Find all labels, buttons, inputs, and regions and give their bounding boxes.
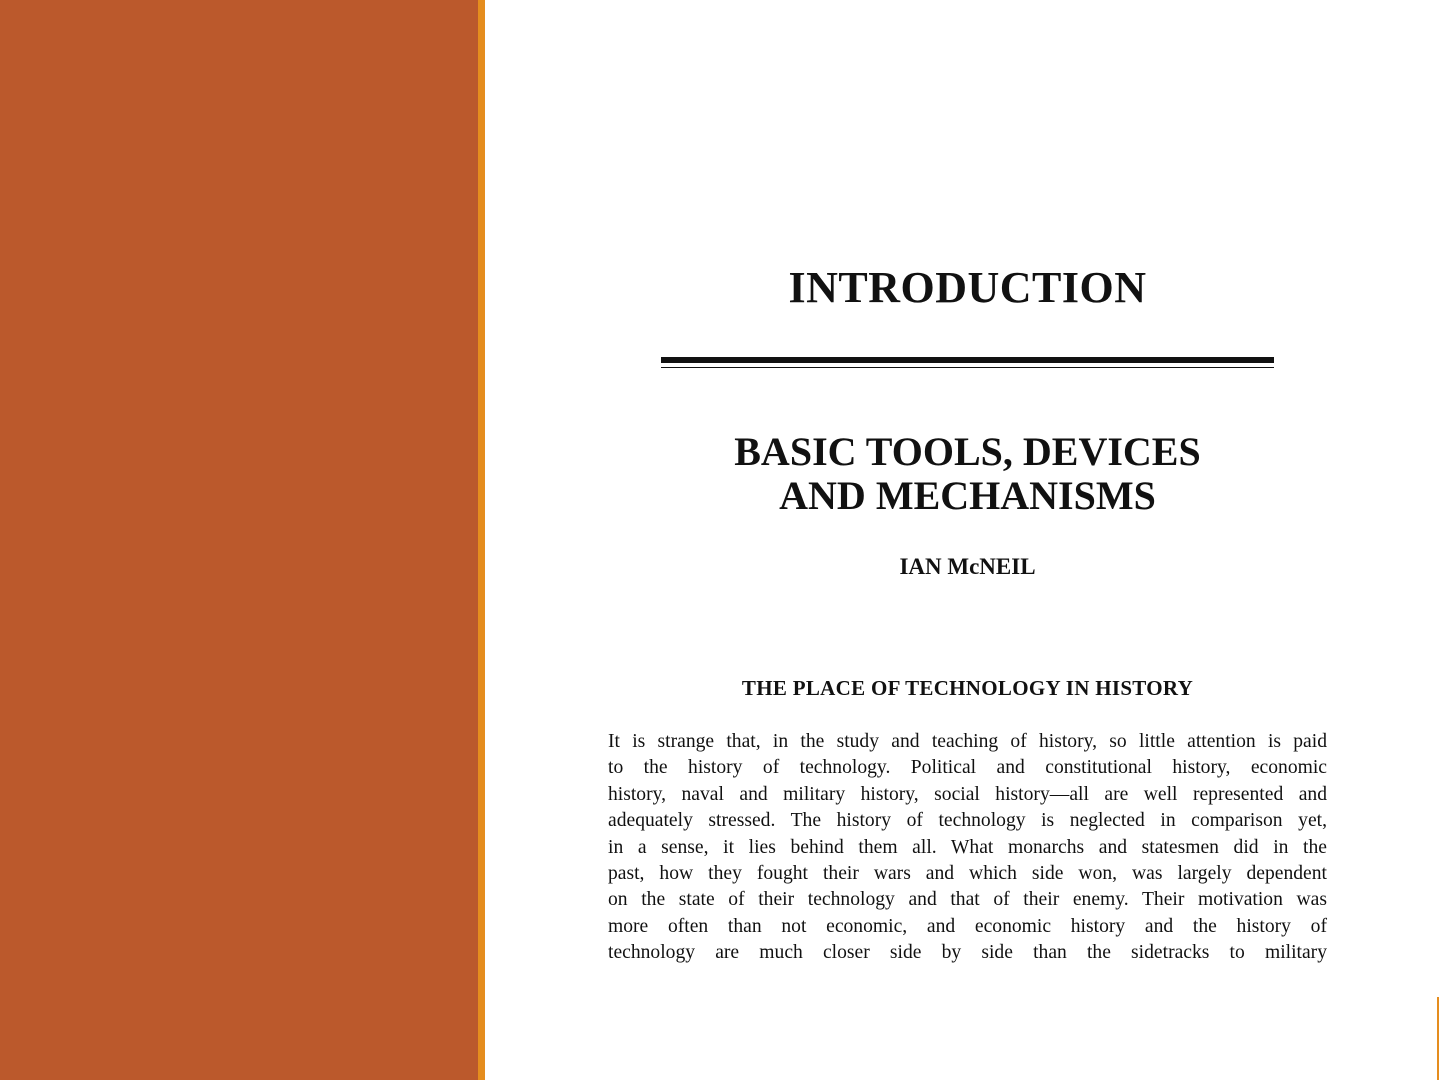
body-line: adequately stressed. The history of technology is neglected in comparison yet, [608, 810, 1327, 832]
title-rule-thick [661, 357, 1274, 363]
body-line: It is strange that, in the study and teaching of history, so little attention is paid [608, 731, 1327, 752]
body-line: in a sense, it lies behind them all. What monarchs and statesmen did in the [608, 836, 1327, 858]
body-line: technology are much closer side by side than the sidetracks to military [608, 942, 1327, 964]
author-name: IAN McNEIL [899, 554, 1036, 579]
body-line: on the state of their technology and that of their enemy. Their motivation was [608, 889, 1327, 911]
chapter-title: INTRODUCTION [788, 263, 1147, 312]
corner-edge-mark [1437, 997, 1439, 1080]
body-line: history, naval and military history, social history—all are well represented and [608, 783, 1327, 805]
section-title-line: AND MECHANISMS [779, 473, 1156, 518]
body-paragraph [608, 729, 1327, 967]
section-title [485, 430, 1450, 518]
left-cover-panel [0, 0, 478, 1080]
body-line: to the history of technology. Political and constitutional history, economic [608, 757, 1327, 779]
title-rule-thin [661, 367, 1274, 368]
cover-edge-stripe [478, 0, 485, 1080]
body-text-area [608, 729, 1327, 964]
body-line: more often than not economic, and economic history and the history of [608, 915, 1327, 937]
body-line: past, how they fought their wars and which side won, was largely dependent [608, 863, 1327, 885]
document-page [485, 0, 1440, 1080]
section-subheading: THE PLACE OF TECHNOLOGY IN HISTORY [741, 676, 1194, 700]
section-title-line: BASIC TOOLS, DEVICES [734, 429, 1201, 474]
